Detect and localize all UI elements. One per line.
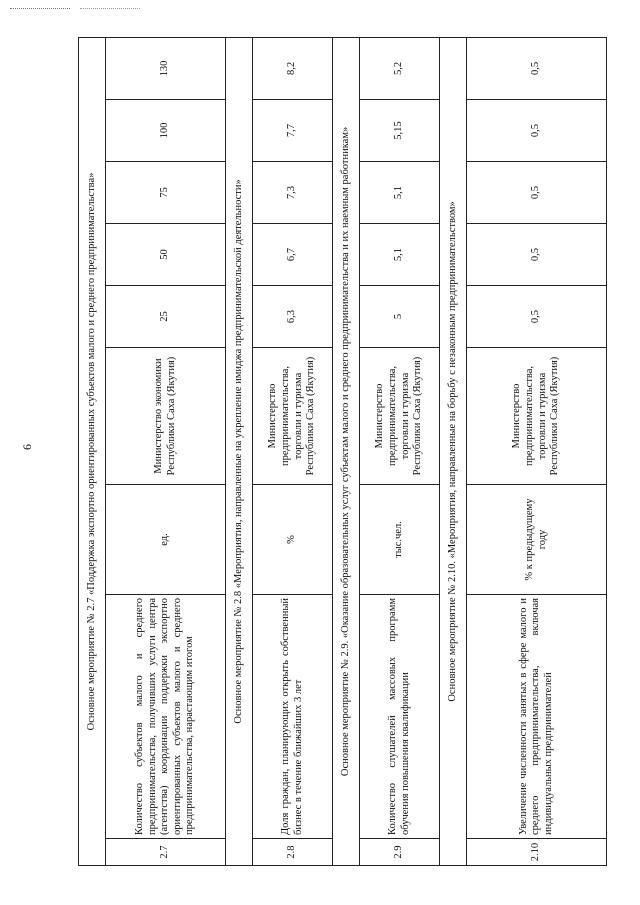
indicator-name: Количество субъектов малого и среднего предпринимательства, получивших услуги центра (агентства) координации поддержки экспортно ориентированных субъектов малого и среднего предпринимательства, нарастающим итогом — [106, 595, 226, 839]
table-row — [253, 37, 333, 865]
page-number: 6 — [20, 444, 34, 450]
responsible-cell: Министерство предпринимательства, торговли и туризма Республики Саха (Якутия) — [253, 348, 333, 485]
indicator-name: Увеличение численности занятых в сфере малого и среднего предпринимательства, включая индивидуальных предпринимателей — [467, 595, 607, 839]
indicators-table — [78, 37, 607, 866]
row-number: 2.8 — [253, 839, 333, 866]
value-cell: 25 — [106, 286, 226, 348]
value-cell: 8,2 — [253, 37, 333, 99]
value-cell: 100 — [106, 100, 226, 162]
indicator-name: Количество слушателей массовых программ обучения повышения квалификации — [360, 595, 440, 839]
section-row — [333, 37, 360, 865]
unit-cell: % — [253, 485, 333, 595]
value-cell: 5,15 — [360, 100, 440, 162]
value-cell: 7,3 — [253, 162, 333, 224]
responsible-cell: Министерство экономики Республики Саха (Якутия) — [106, 348, 226, 485]
section-row — [226, 37, 253, 865]
value-cell: 5,1 — [360, 224, 440, 286]
value-cell: 130 — [106, 37, 226, 99]
table-row — [106, 37, 226, 865]
scan-artifact — [10, 8, 70, 9]
row-number: 2.10 — [467, 839, 607, 866]
section-title: Основное мероприятие № 2.9. «Оказание образовательных услуг субъектам малого и среднего предпринимательства и их наемным работникам» — [333, 37, 360, 865]
value-cell: 5 — [360, 286, 440, 348]
unit-cell: тыс.чел. — [360, 485, 440, 595]
value-cell: 5,1 — [360, 162, 440, 224]
value-cell: 5,2 — [360, 37, 440, 99]
value-cell: 0,5 — [467, 286, 607, 348]
section-title: Основное мероприятие № 2.10. «Мероприятия, направленные на борьбу с незаконным предпринимательством» — [440, 37, 467, 865]
value-cell: 75 — [106, 162, 226, 224]
value-cell: 0,5 — [467, 162, 607, 224]
value-cell: 0,5 — [467, 100, 607, 162]
indicator-name: Доля граждан, планирующих открыть собственный бизнес в течение ближайших 3 лет — [253, 595, 333, 839]
table-row — [467, 37, 607, 865]
value-cell: 6,3 — [253, 286, 333, 348]
responsible-cell: Министерство предпринимательства, торговли и туризма Республики Саха (Якутия) — [467, 348, 607, 485]
value-cell: 50 — [106, 224, 226, 286]
responsible-cell: Министерство предпринимательства, торговли и туризма Республики Саха (Якутия) — [360, 348, 440, 485]
row-number: 2.9 — [360, 839, 440, 866]
value-cell: 7,7 — [253, 100, 333, 162]
section-title: Основное мероприятие № 2.7 «Поддержка экспортно ориентированных субъектов малого и среднего предпринимательства» — [79, 37, 106, 865]
table-row — [360, 37, 440, 865]
unit-cell: % к предыдущему году — [467, 485, 607, 595]
section-title: Основное мероприятие № 2.8 «Мероприятия, направленные на укрепление имиджа предпринимательской деятельности» — [226, 37, 253, 865]
value-cell: 0,5 — [467, 224, 607, 286]
scan-artifact — [80, 8, 140, 9]
section-row — [79, 37, 106, 865]
row-number: 2.7 — [106, 839, 226, 866]
section-row — [440, 37, 467, 865]
value-cell: 0,5 — [467, 37, 607, 99]
value-cell: 6,7 — [253, 224, 333, 286]
unit-cell: ед. — [106, 485, 226, 595]
rotated-table-container — [78, 38, 618, 866]
